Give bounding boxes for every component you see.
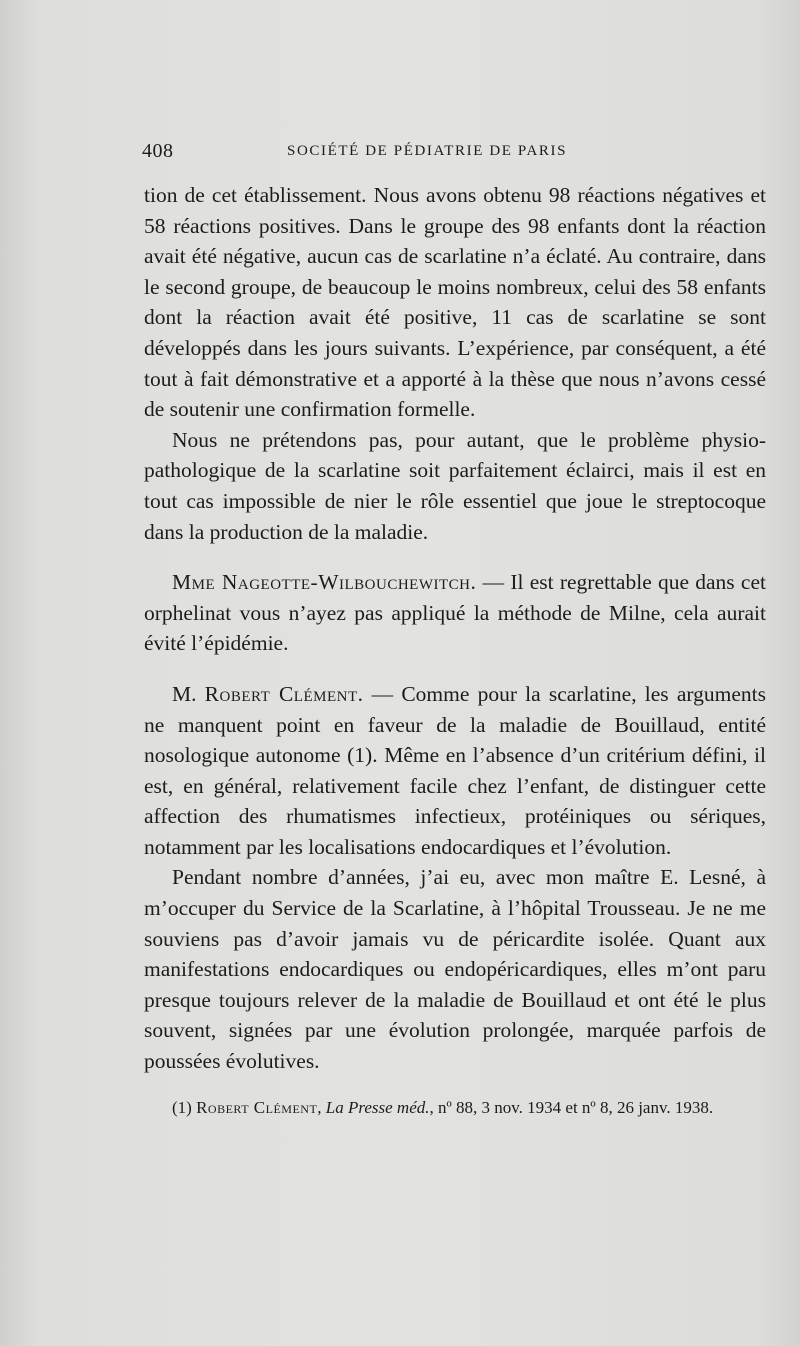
paragraph-streptococcus: Nous ne prétendons pas, pour autant, que le problème physiopathologique de la scarlatine soit parfaitement éclairci, mais il est en tout cas impossible de nier le rôle essentiel que joue le streptocoque dans la production de la maladie.: [144, 427, 766, 544]
paragraph-continuation: tion de cet établissement. Nous avons obtenu 98 réactions négatives et 58 réactions positives. Dans le groupe des 98 enfants dont la réaction avait été négative, aucun cas de scarlatine n’a éclaté. Au contraire, dans le second groupe, de beaucoup le moins nombreux, celui des 58 enfants dont la réaction avait été positive, 11 cas de scarlatine se sont développés dans les jours suivants. L’expérience, par conséquent, a été tout à fait démonstrative et a apporté à la thèse que nous n’avons cessé de soutenir une confirmation formelle.: [144, 183, 766, 422]
main-text: [144, 180, 766, 1077]
remark-text: — Il est regrettable que dans cet orphelinat vous n’ayez pas appliqué la méthode de Milne, cela aurait évité l’épidémie.: [144, 570, 766, 656]
paragraph-nageotte-remark: [144, 567, 766, 659]
page-header: [142, 140, 762, 170]
footnote-marker: (1): [172, 1098, 197, 1117]
speaker-name: Robert Clément.: [204, 681, 364, 706]
footnote-separator: ,: [317, 1098, 326, 1117]
footnote: [144, 1097, 766, 1118]
footnote-text: [144, 1097, 766, 1118]
paragraph-trousseau: Pendant nombre d’années, j’ai eu, avec mon maître E. Lesné, à m’occuper du Service de la Scarlatine, à l’hôpital Trousseau. Je ne me souviens pas d’avoir jamais vu de péricardite isolée. Quant aux manifestations endocardiques ou endopéricardiques, elles m’ont paru presque toujours relever de la maladie de Bouillaud et ont été le plus souvent, signées par une évolution prolongée, marquée parfois de poussées évolutives.: [144, 865, 766, 1074]
paragraph-clement-remark: [144, 679, 766, 863]
footnote-journal: La Presse méd.: [325, 1098, 430, 1117]
speaker-name: Mme Nageotte-Wilbouchewitch.: [172, 570, 477, 595]
footnote-details: , nº 88, 3 nov. 1934 et nº 8, 26 janv. 1938.: [429, 1098, 714, 1117]
running-title: SOCIÉTÉ DE PÉDIATRIE DE PARIS: [287, 143, 568, 159]
page-number: 408: [142, 140, 174, 162]
remark-text: — Comme pour la scarlatine, les arguments ne manquent point en faveur de la maladie de Bouillaud, entité nosologique autonome (1). Même en l’absence d’un critérium défini, il est, en général, relativement facile chez l’enfant, de distinguer cette affection des rhumatismes infectieux, protéiniques ou sériques, notamment par les localisations endocardiques et l’évolution.: [144, 681, 766, 859]
footnote-author: Robert Clément: [196, 1098, 318, 1117]
speaker-prefix: M.: [172, 681, 205, 706]
